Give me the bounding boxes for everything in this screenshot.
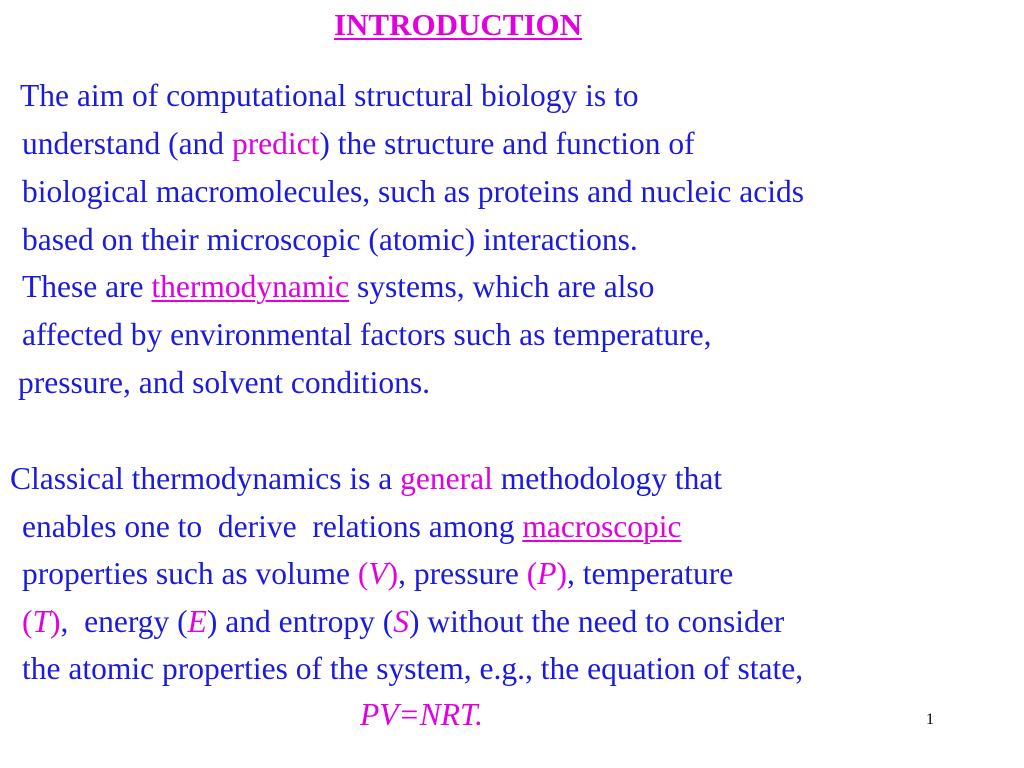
para1-line-3: biological macromolecules, such as proteins and nucleic acids [22, 174, 804, 209]
para2-line-3-c: , temperature [567, 556, 734, 591]
para2-line-4 [22, 604, 784, 640]
slide-title: INTRODUCTION [333, 7, 583, 42]
symbol-t: T [32, 604, 51, 639]
highlight-macroscopic: macroscopic [522, 509, 682, 544]
symbol-v: V [368, 556, 388, 591]
highlight-general: general [400, 461, 493, 496]
para1-line-6: affected by environmental factors such as temperature, [22, 317, 712, 352]
para2-line-3-b: , pressure [398, 556, 527, 591]
symbol-e: E [187, 604, 207, 639]
para1-line-4: based on their microscopic (atomic) interactions. [22, 222, 638, 257]
para1-line-2-a: understand (and [22, 126, 232, 161]
para2-line-2-a: enables one to derive relations among [22, 509, 523, 544]
para2-line-4-a: , energy ( [60, 604, 188, 639]
para1-line-2 [22, 126, 695, 162]
para1-line-5-a: These are [22, 269, 152, 304]
para2-line-3-a: properties such as volume [22, 556, 358, 591]
para2-line-2 [22, 509, 682, 545]
highlight-predict: predict [231, 126, 320, 161]
symbol-p: P [537, 556, 557, 591]
paren-close-v: ) [387, 556, 399, 591]
symbol-s: S [393, 604, 409, 639]
paren-open-p: ( [526, 556, 538, 591]
para1-line-2-b: ) the structure and function of [319, 126, 695, 161]
para1-line-5 [22, 269, 654, 305]
para1-line-7: pressure, and solvent conditions. [18, 365, 431, 400]
paren-close-p: ) [556, 556, 568, 591]
para2-line-4-b: ) and entropy ( [206, 604, 394, 639]
para2-line-1-a: Classical thermodynamics is a [10, 461, 401, 496]
para1-line-1: The aim of computational structural biology is to [20, 78, 639, 113]
paren-open-v: ( [357, 556, 369, 591]
para1-line-5-b: systems, which are also [349, 269, 655, 304]
paren-close-t: ) [50, 604, 61, 639]
para2-line-3 [22, 556, 733, 592]
para2-line-1-b: methodology that [492, 461, 723, 496]
para2-line-4-c: ) without the need to consider [408, 604, 785, 639]
para2-line-5: the atomic properties of the system, e.g., the equation of state, [22, 651, 804, 686]
equation-of-state: PV=NRT. [360, 697, 484, 732]
highlight-thermodynamic: thermodynamic [151, 269, 350, 304]
page-number: 1 [926, 711, 934, 728]
para2-line-1 [10, 461, 722, 497]
paren-open-t: ( [22, 604, 33, 639]
